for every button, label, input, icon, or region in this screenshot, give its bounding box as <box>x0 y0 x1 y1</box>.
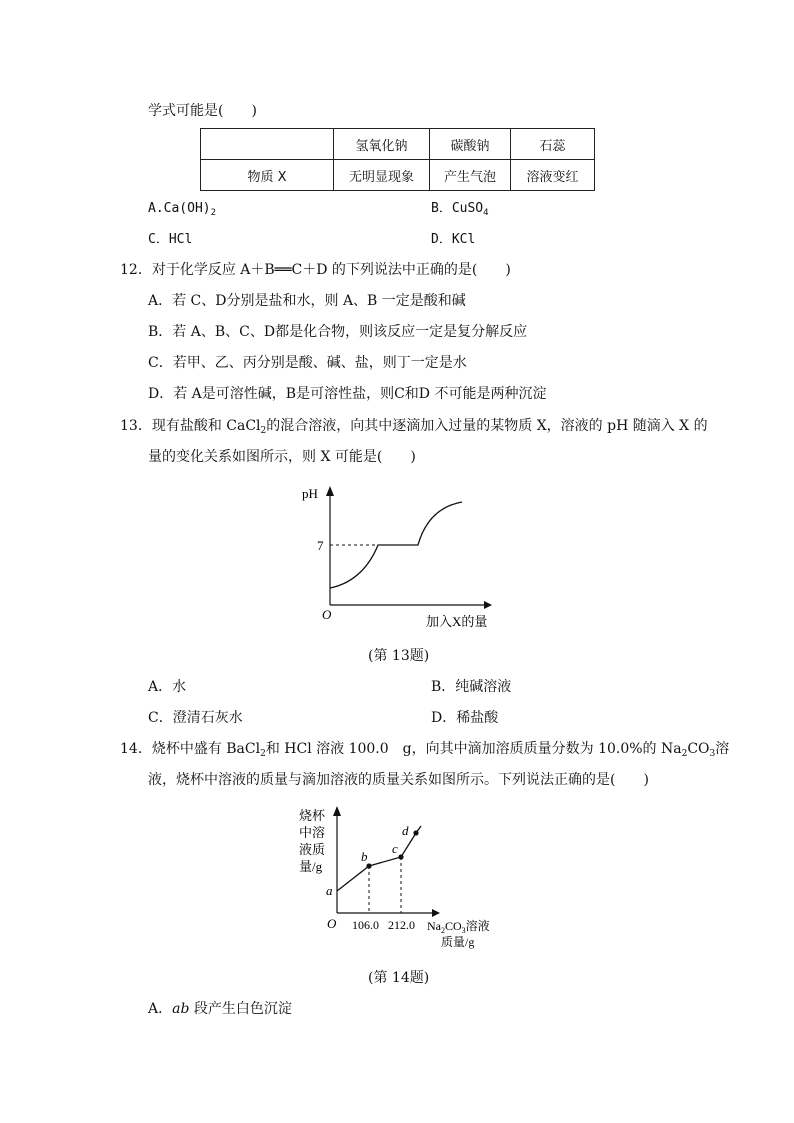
q14-mass-chart <box>290 800 510 955</box>
origin-label: O <box>327 916 337 931</box>
q13-caption: (第 13题) <box>368 648 430 664</box>
q12-option-d: D．若 A是可溶性碱，B是可溶性盐，则C和D 不可能是两种沉淀 <box>148 386 547 402</box>
table-cell: 无明显现象 <box>334 160 430 191</box>
y-axis-arrow-icon <box>333 806 341 816</box>
table-cell: 氢氧化钠 <box>334 129 430 160</box>
point-c-label: c <box>392 841 398 856</box>
table-cell: 石蕊 <box>511 129 595 160</box>
q12-option-b: B．若 A、B、C、D都是化合物，则该反应一定是复分解反应 <box>148 324 528 340</box>
x-axis-arrow-icon <box>432 909 440 917</box>
table-cell: 产生气泡 <box>430 160 511 191</box>
table-cell: 碳酸钠 <box>430 129 511 160</box>
q13-option-b: B．纯碱溶液 <box>431 679 512 695</box>
origin-label: O <box>322 607 332 622</box>
y-axis-label-line1: 烧杯 <box>299 808 326 823</box>
x-axis-label: 加入X的量 <box>426 614 488 629</box>
x-tick-106: 106.0 <box>352 918 379 932</box>
q12-stem: 12．对于化学反应 A＋B══C＋D 的下列说法中正确的是( ) <box>120 262 511 278</box>
q12-option-c: C．若甲、乙、丙分别是酸、碱、盐，则丁一定是水 <box>148 355 467 371</box>
table-cell <box>201 129 334 160</box>
point-c <box>398 854 403 859</box>
point-d <box>413 830 418 835</box>
table-cell: 溶液变红 <box>511 160 595 191</box>
q13-option-a: A．水 <box>148 679 187 695</box>
q13-option-d: D．稀盐酸 <box>431 710 499 726</box>
q14-caption: (第 14题) <box>368 970 430 986</box>
q11-option-b: B．CuSO$_4$ <box>431 201 489 218</box>
q11-table <box>200 128 595 191</box>
y-axis-label-line4: 量/g <box>299 859 323 874</box>
point-a-label: a <box>326 883 333 898</box>
point-d-label: d <box>402 823 409 838</box>
q12-option-a: A．若 C、D分别是盐和水，则 A、B 一定是酸和碱 <box>148 293 466 309</box>
q13-option-c: C．澄清石灰水 <box>148 710 243 726</box>
q11-option-d: D．KCl <box>431 232 476 247</box>
q13-stem-line1: 13．现有盐酸和 CaCl$_2$的混合溶液，向其中逐滴加入过量的某物质 X，溶液的 pH 随滴入 X 的 <box>120 418 708 436</box>
q11-stem-tail: 学式可能是( ) <box>148 103 257 119</box>
y-axis-label: pH <box>302 486 318 501</box>
q13-ph-chart <box>290 480 510 640</box>
q11-option-c: C．HCl <box>148 232 193 247</box>
x-axis-arrow-icon <box>484 601 492 609</box>
point-b-label: b <box>361 849 368 864</box>
q14-stem-line2: 液，烧杯中溶液的质量与滴加溶液的质量关系如图所示。下列说法正确的是( ) <box>148 772 649 788</box>
point-b <box>366 863 371 868</box>
table-row <box>201 160 595 191</box>
table-row <box>201 129 595 160</box>
q13-stem-line2: 量的变化关系如图所示，则 X 可能是( ) <box>148 449 416 465</box>
q14-option-a: A．ab 段产生白色沉淀 <box>148 1001 292 1017</box>
y-axis-label-line3: 液质 <box>299 842 326 857</box>
mass-line <box>337 833 416 891</box>
table-cell: 物质 X <box>201 160 334 191</box>
y-axis-arrow-icon <box>326 486 334 496</box>
x-axis-label-line2: 质量/g <box>441 935 475 949</box>
y-tick-label: 7 <box>317 538 324 553</box>
x-axis-label-line1: $Na_2CO_3$溶液 <box>427 919 490 935</box>
y-axis-label-line2: 中溶 <box>299 825 326 840</box>
q14-stem-line1: 14．烧杯中盛有 BaCl$_2$和 HCl 溶液 100.0 g，向其中滴加溶质质量分数为 10.0%的 $Na_2CO_3$溶 <box>120 741 730 759</box>
x-tick-212: 212.0 <box>388 918 415 932</box>
q11-option-a: $A.Ca(OH)_2$ <box>148 201 217 218</box>
